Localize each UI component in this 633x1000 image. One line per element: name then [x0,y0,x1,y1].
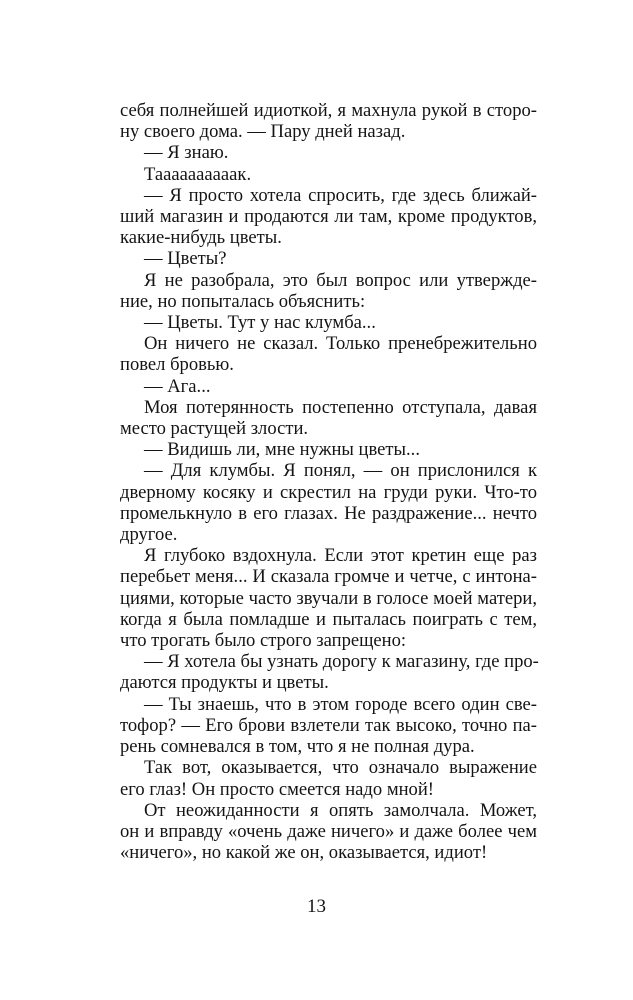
text-line: Таааааааааак. [144,163,252,185]
text-line: промелькнуло в его глазах. Не раздражение... нечто [120,502,537,524]
book-text [96,100,537,863]
text-line: — Я просто хотела спросить, где здесь ближай- [144,184,537,206]
text-line: Я не разобрала, это был вопрос или утвержде- [144,269,537,291]
text-line: рень сомневался в том, что я не полная дура. [120,736,475,758]
text-line: даются продукты и цветы. [120,672,329,694]
text-line: Я глубоко вздохнула. Если этот кретин еще раз [144,545,537,567]
text-line: От неожиданности я опять замолчала. Может, [144,799,537,821]
text-line: — Я хотела бы узнать дорогу к магазину, где про- [144,651,539,673]
text-line: — Видишь ли, мне нужны цветы... [144,439,420,461]
text-line: Моя потерянность постепенно отступала, давая [144,396,537,418]
text-line: что трогать было строго запрещено: [120,630,407,652]
text-line: какие-нибудь цветы. [120,227,282,249]
text-line: тофор? — Его брови взлетели так высоко, точно па- [120,714,537,736]
text-line: — Цветы? [144,248,227,270]
text-line: — Я знаю. [144,142,229,164]
text-line: — Ага... [144,375,211,397]
text-line: другое. [120,524,178,546]
text-line: когда я была помладше и пыталась поиграть с тем, [120,608,537,630]
text-line: ние, но попыталась объяснить: [120,290,366,312]
text-line: он и вправду «очень даже ничего» и даже более чем [120,820,537,842]
text-line: Так вот, оказывается, что означало выражение [144,757,537,779]
text-line: ну своего дома. — Пару дней назад. [120,121,406,143]
text-line: — Для клумбы. Я понял, — он прислонился к [144,460,537,482]
text-line: — Ты знаешь, что в этом городе всего один све- [144,693,537,715]
text-line: повел бровью. [120,354,234,376]
text-line: себя полнейшей идиоткой, я махнула рукой в сторо- [120,100,537,121]
text-line: место растущей злости. [120,418,309,440]
text-line: — Цветы. Тут у нас клумба... [144,312,376,334]
text-line: «ничего», но какой же он, оказывается, идиот! [120,842,488,864]
text-line: перебьет меня... И сказала громче и четче, с интона- [120,566,537,588]
text-line: Он ничего не сказал. Только пренебрежительно [144,333,537,355]
page-number: 13 [307,896,326,917]
text-line: ший магазин и продаются ли там, кроме продуктов, [120,206,537,228]
text-line: дверному косяку и скрестил на груди руки. Что-то [120,481,537,503]
text-column [96,100,537,863]
text-line: циями, которые часто звучали в голосе моей матери, [120,587,537,609]
text-line: его глаз! Он просто смеется надо мной! [120,778,434,800]
